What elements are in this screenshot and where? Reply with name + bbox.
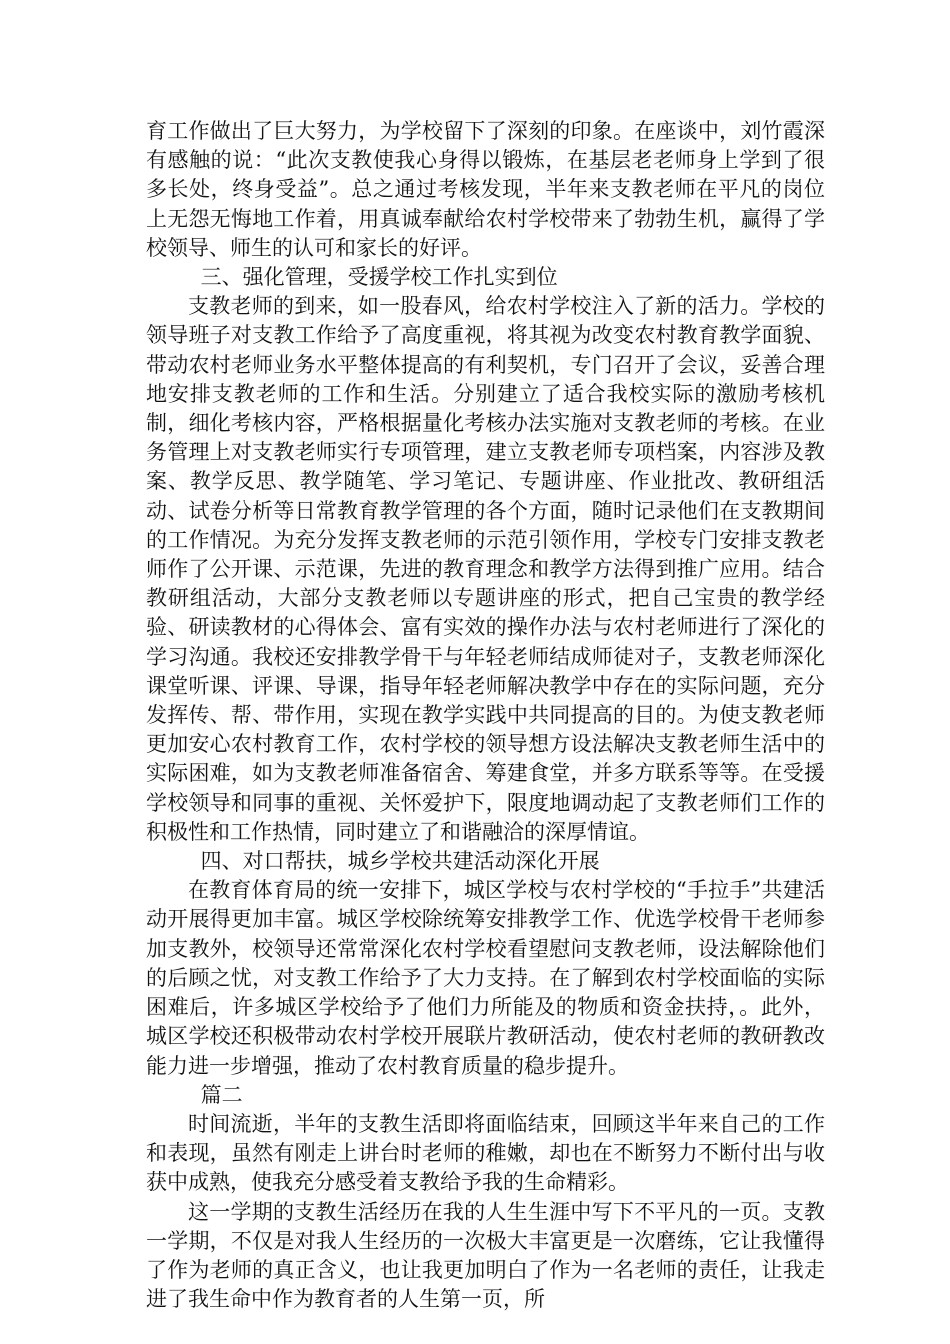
document-body xyxy=(146,117,825,1314)
paragraph-management: 支教老师的到来，如一股春风，给农村学校注入了新的活力。学校的领导班子对支教工作给予了高度重视，将其视为改变农村教育教学面貌、带动农村老师业务水平整体提高的有利契机，专门召开了会议，妥善合理地安排支教老师的工作和生活。分别建立了适合我校实际的激励考核机制，细化考核内容，严格根据量化考核办法实施对支教老师的考核。在业务管理上对支教老师实行专项管理，建立支教老师专项档案，内容涉及教案、教学反思、教学随笔、学习笔记、专题讲座、作业批改、教研组活动、试卷分析等日常教育教学管理的各个方面，随时记录他们在支教期间的工作情况。为充分发挥支教老师的示范引领作用，学校专门安排支教老师作了公开课、示范课，先进的教育理念和教学方法得到推广应用。结合教研组活动，大部分支教老师以专题讲座的形式，把自己宝贵的教学经验、研读教材的心得体会、富有实效的操作办法与农村老师进行了深化的学习沟通。我校还安排教学骨干与年轻老师结成师徒对子，支教老师深化课堂听课、评课、导课，指导年轻老师解决教学中存在的实际问题，充分发挥传、帮、带作用，实现在教学实践中共同提高的目的。为使支教老师更加安心农村教育工作，农村学校的领导想方设法解决支教老师生活中的实际困难，如为支教老师准备宿舍、筹建食堂，并多方联系等等。在受援学校领导和同事的重视、关怀爱护下，限度地调动起了支教老师们工作的积极性和工作热情，同时建立了和谐融洽的深厚情谊。 xyxy=(146,294,825,844)
paragraph-cooperation: 在教育体育局的统一安排下，城区学校与农村学校的“手拉手”共建活动开展得更加丰富。城区学校除统筹安排教学工作、优选学校骨干老师参加支教外，校领导还常常深化农村学校看望慰问支教老师，设法解除他们的后顾之忧，对支教工作给予了大力支持。在了解到农村学校面临的实际困难后，许多城区学校给予了他们力所能及的物质和资金扶持，。此外，城区学校还积极带动农村学校开展联片教研活动，使农村老师的教研教改能力进一步增强，推动了农村教育质量的稳步提升。 xyxy=(146,878,825,1078)
part-heading-two: 篇二 xyxy=(200,1082,243,1107)
paragraph-reflection: 时间流逝，半年的支教生活即将面临结束，回顾这半年来自己的工作和表现，虽然有刚走上讲台时老师的稚嫩，却也在不断努力不断付出与收获中成熟，使我充分感受着支教给予我的生命精彩。 xyxy=(146,1111,825,1195)
section-heading-four: 四、对口帮扶，城乡学校共建活动深化开展 xyxy=(200,849,600,874)
paragraph-experience: 这一学期的支教生活经历在我的人生生涯中写下不平凡的一页。支教一学期，不仅是对我人生经历的一次极大丰富更是一次磨练，它让我懂得了作为老师的真正含义，也让我更加明白了作为一名老师的责任，让我走进了我生命中作为教育者的人生第一页，所 xyxy=(146,1199,825,1312)
section-heading-three: 三、强化管理，受援学校工作扎实到位 xyxy=(200,265,558,290)
paragraph-intro-continuation: 育工作做出了巨大努力，为学校留下了深刻的印象。在座谈中，刘竹霞深有感触的说：“此次支教使我心身得以锻炼，在基层老老师身上学到了很多长处，终身受益”。总之通过考核发现，半年来支教老师在平凡的岗位上无怨无悔地工作着，用真诚奉献给农村学校带来了勃勃生机，赢得了学校领导、师生的认可和家长的好评。 xyxy=(146,119,825,260)
